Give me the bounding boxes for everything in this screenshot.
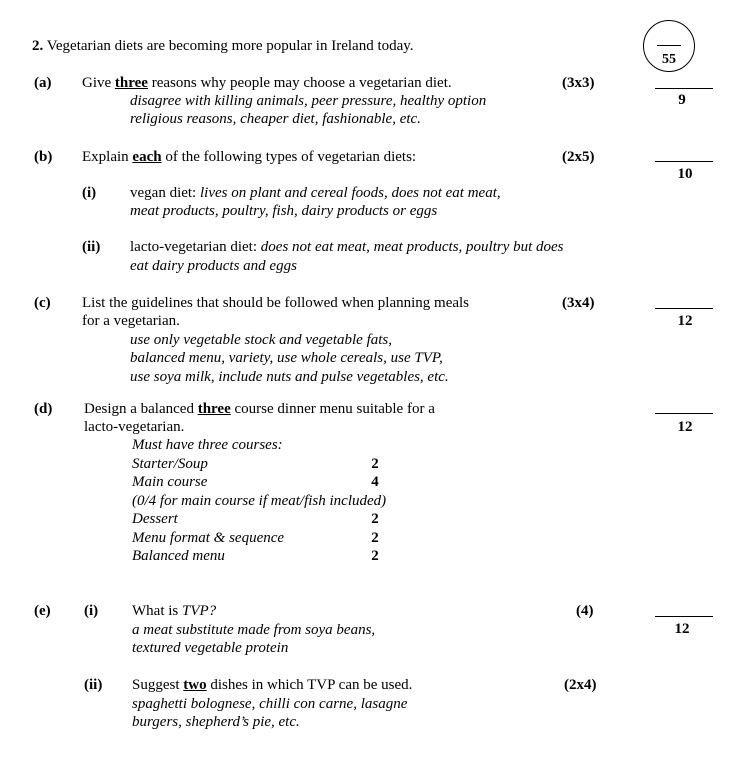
part-b-ii-definition: does not eat meat, meat products, poultry but does [260,239,564,255]
part-a-label: (a) [34,75,52,91]
part-b-i-answer-line-2: meat products, poultry, fish, dairy products or eggs [130,203,438,219]
part-e-ii-label: (ii) [84,677,103,693]
menu-item-format: Menu format & sequence [132,530,285,546]
part-e-i-marks: (4) [576,603,594,619]
part-e-ii-question-pre: Suggest [132,677,184,693]
part-d-question-line-1 [84,400,435,418]
part-e-label: (e) [34,603,51,619]
part-e-i-question [132,602,216,620]
part-e-i-label: (i) [84,603,99,619]
part-a-score-line [655,88,713,89]
part-a-score: 9 [678,92,686,108]
part-d-question-pre: Design a balanced [84,401,198,417]
question-header [32,37,414,55]
menu-item-dessert: Dessert [132,511,178,527]
part-c-answer-line-2: balanced menu, variety, use whole cereals, use TVP, [130,350,443,366]
part-a-question-pre: Give [82,75,115,91]
part-b-ii-label: (ii) [82,239,101,255]
part-e-ii-question [132,676,412,694]
part-b-i-answer-line-1 [130,184,501,202]
total-score: 55 [662,52,676,67]
part-b-score: 10 [677,166,693,182]
part-b-question-post: of the following types of vegetarian diets: [161,149,417,165]
part-b-marks: (2x5) [562,149,595,165]
part-a-marks: (3x3) [562,75,595,91]
menu-item-balanced: Balanced menu [132,548,225,564]
part-b-ii-term: lacto-vegetarian diet: [130,239,261,255]
part-e-i-answer-line-1: a meat substitute made from soya beans, [132,622,376,638]
part-c-label: (c) [34,295,51,311]
part-c-score: 12 [677,313,693,329]
menu-item-format-points: 2 [371,530,379,546]
part-b-ii-answer-line-1 [130,238,564,256]
part-d-intro: Must have three courses: [132,437,283,453]
part-b-ii-answer-line-2: eat dairy products and eggs [130,258,297,274]
part-a-answer-line-2: religious reasons, cheaper diet, fashionable, etc. [130,111,421,127]
menu-item-balanced-points: 2 [371,548,379,564]
part-b-i-label: (i) [82,185,97,201]
menu-item-starter: Starter/Soup [132,456,208,472]
question-number: 2. [32,38,44,54]
part-c-score-line [655,308,713,309]
part-d-question-line-2: lacto-vegetarian. [84,419,185,435]
part-c-question-line-1: List the guidelines that should be followed when planning meals [82,295,470,311]
part-d-score: 12 [677,419,693,435]
part-a-question-post: reasons why people may choose a vegetarian diet. [147,75,452,91]
part-b-i-term: vegan diet: [130,185,200,201]
part-b-label: (b) [34,149,53,165]
part-e-score: 12 [674,621,690,637]
part-e-ii-answer-line-1: spaghetti bolognese, chilli con carne, lasagne [132,696,408,712]
part-e-score-line [655,616,713,617]
part-b-question [82,148,416,166]
part-e-i-answer-line-2: textured vegetable protein [132,640,289,656]
menu-item-starter-points: 2 [371,456,379,472]
menu-item-main-note: (0/4 for main course if meat/fish included) [132,493,387,509]
part-d-question-post: course dinner menu suitable for a [230,401,435,417]
part-e-ii-question-post: dishes in which TVP can be used. [206,677,413,693]
part-c-marks: (3x4) [562,295,595,311]
part-d-question-emphasis: three [197,401,231,417]
part-d-score-line [655,413,713,414]
question-text: Vegetarian diets are becoming more popular in Ireland today. [46,38,414,54]
menu-item-main: Main course [132,474,208,490]
part-c-answer-line-3: use soya milk, include nuts and pulse vegetables, etc. [130,369,449,385]
menu-item-main-points: 4 [371,474,379,490]
part-e-ii-question-emphasis: two [183,677,207,693]
part-a-answer-line-1: disagree with killing animals, peer pressure, healthy option [130,93,487,109]
part-e-ii-answer-line-2: burgers, shepherd’s pie, etc. [132,714,300,730]
part-a-question [82,74,452,92]
part-d-label: (d) [34,401,53,417]
part-c-question-line-2: for a vegetarian. [82,313,180,329]
part-c-answer-line-1: use only vegetable stock and vegetable fats, [130,332,392,348]
part-e-i-question-pre: What is [132,603,182,619]
total-score-circle [643,20,695,72]
part-a-question-emphasis: three [114,75,148,91]
part-b-score-line [655,161,713,162]
part-b-question-emphasis: each [132,149,162,165]
part-e-i-question-term: TVP? [182,603,217,619]
total-score-line [657,45,681,46]
part-b-question-pre: Explain [82,149,133,165]
menu-item-dessert-points: 2 [371,511,379,527]
part-b-i-definition: lives on plant and cereal foods, does not eat meat, [199,185,501,201]
part-e-ii-marks: (2x4) [564,677,597,693]
